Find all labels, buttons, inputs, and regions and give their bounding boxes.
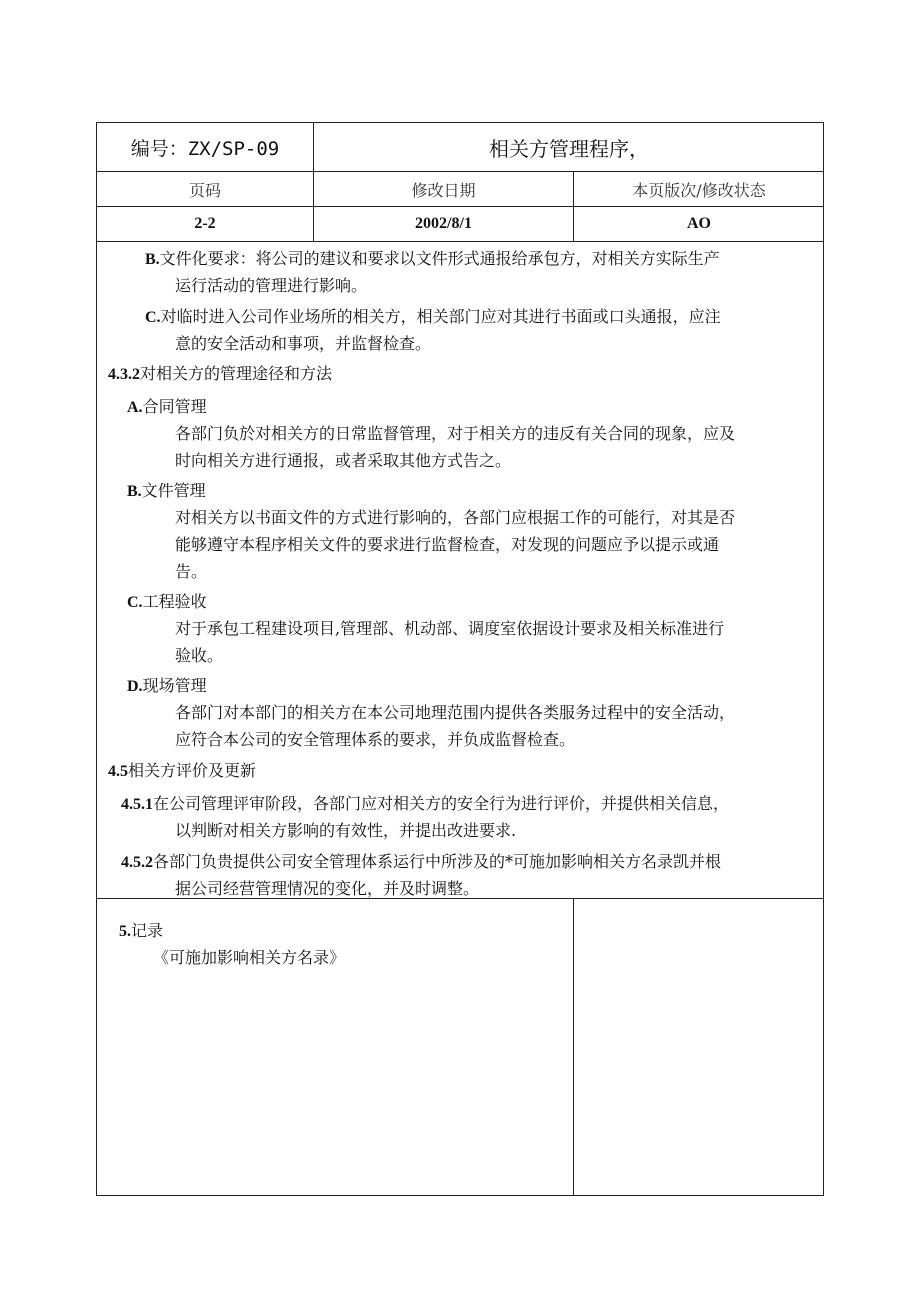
subsection-heading: A.合同管理 xyxy=(127,397,207,416)
subsection-heading: C.工程验收 xyxy=(127,592,207,611)
item-b-line: B.文件化要求：将公司的建议和要求以文件形式通报给承包方，对相关方实际生产 xyxy=(145,249,720,268)
item-c-cont: 意的安全活动和事项，并监督检查。 xyxy=(175,334,432,353)
page-number-label: 页码 xyxy=(188,180,221,200)
records-heading: 5.记录 xyxy=(119,921,164,940)
paragraph-line: 对相关方以书面文件的方式进行影响的，各部门应根据工作的可能行，对其是否 xyxy=(175,508,736,527)
version-status-label: 本页版次/修改状态 xyxy=(632,180,766,200)
clause-line: 4.5.2各部门负贵提供公司安全管理体系运行中所涉及的*可施加影响相关方名录凯并根 xyxy=(121,852,722,871)
item-c-line: C.对临时进入公司作业场所的相关方，相关部门应对其进行书面或口头通报，应注 xyxy=(145,307,721,326)
revision-date-value: 2002/8/1 xyxy=(415,215,472,232)
procedure-body xyxy=(97,242,823,898)
paragraph-line: 各部门负於对相关方的日常监督管理，对于相关方的违反有关合同的现象，应及 xyxy=(175,424,736,443)
document-title: 相关方管理程序， xyxy=(489,136,649,161)
section-heading: 4.5相关方评价及更新 xyxy=(108,761,257,780)
subsection-heading: B.文件管理 xyxy=(127,481,206,500)
section-heading: 4.3.2对相关方的管理途径和方法 xyxy=(108,364,333,383)
subsection-heading: D.现场管理 xyxy=(127,676,207,695)
clause-cont: 据公司经营管理情况的变化，并及时调整。 xyxy=(175,879,480,898)
item-b-cont: 运行活动的管理进行影响。 xyxy=(175,276,368,295)
paragraph-line: 各部门对本部门的相关方在本公司地理范围内提供各类服务过程中的安全活动， xyxy=(175,703,736,722)
revision-date-label: 修改日期 xyxy=(411,180,476,200)
paragraph-line: 能够遵守本程序相关文件的要求进行监督检查，对发现的问题应予以提示或通 xyxy=(175,535,720,554)
divider xyxy=(573,898,574,1196)
document-frame xyxy=(96,122,824,1196)
paragraph-line: 时向相关方进行通报，或者采取其他方式告之。 xyxy=(175,451,512,470)
paragraph-line: 对于承包工程建设项目,管理部、机动部、调度室依据设计要求及相关标准进行 xyxy=(175,619,725,638)
clause-line: 4.5.1在公司管理评审阶段，各部门应对相关方的安全行为进行评价，并提供相关信息， xyxy=(121,794,730,813)
page-number-value: 2-2 xyxy=(194,215,216,232)
clause-cont: 以判断对相关方影响的有效性，并提出改进要求. xyxy=(175,821,517,840)
divider xyxy=(97,898,823,899)
paragraph-line: 应符合本公司的安全管理体系的要求，并负成监督检查。 xyxy=(175,730,576,749)
records-item: 《可施加影响相关方名录》 xyxy=(153,948,346,967)
paragraph-line: 验收。 xyxy=(175,646,224,665)
version-status-value: AO xyxy=(687,215,711,232)
document-code: 编号：ZX/SP-09 xyxy=(130,137,280,160)
paragraph-line: 告。 xyxy=(175,562,208,581)
